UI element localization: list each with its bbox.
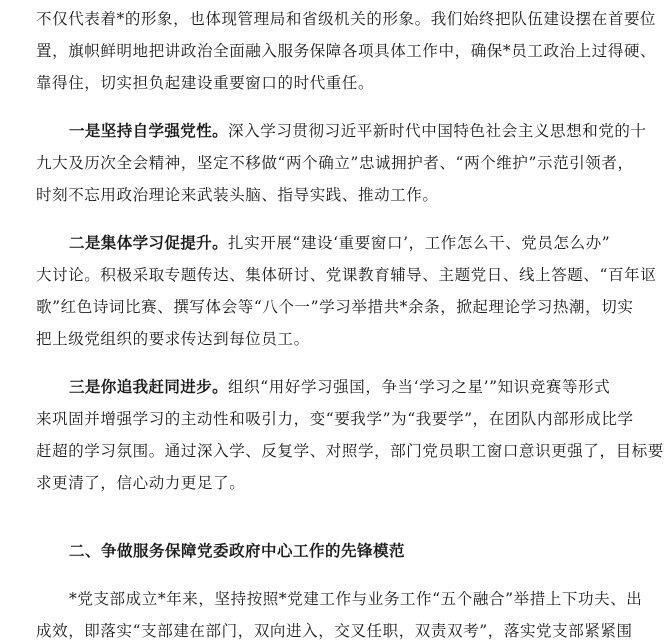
paragraph-line: 歌”红色诗词比赛、撰写体会等“八个一”学习举措共*余条，掀起理论学习热潮，切实 [36,298,634,316]
paragraph-line: 大讨论。积极采取专题传达、集体研讨、党课教育辅导、主题党日、线上答题、“百年讴 [36,266,657,284]
paragraph-lead: 三是你追我赶同进步。 [69,378,229,396]
paragraph-lead: 二是集体学习促提升。 [69,234,229,252]
paragraph-line: 时刻不忘用政治理论来武装头脑、指导实践、推动工作。 [36,186,439,204]
paragraph-line: 把上级党组织的要求传达到每位员工。 [36,330,310,348]
paragraph-line: 置，旗帜鲜明地把讲政治全面融入服务保障各项具体工作中，确保*员工政治上过得硬、 [36,42,657,60]
paragraph-first-line [69,233,611,255]
paragraph-line: 求更清了，信心动力更足了。 [36,474,246,492]
paragraph-first-line [69,121,647,143]
paragraph-line: 不仅代表着*的形象，也体现管理局和省级机关的形象。我们始终把队伍建设摆在首要位 [36,10,657,28]
section-heading: 二、争做服务保障党委政府中心工作的先锋模范 [69,542,406,560]
paragraph-lead: 一是坚持自学强党性。 [69,122,229,140]
paragraph-text: 组织“用好学习强国，争当‘学习之星’”知识竞赛等形式 [228,378,611,396]
paragraph-line: 九大及历次全会精神，坚定不移做“两个确立”忠诚拥护者、“两个维护”示范引领者， [36,154,634,172]
paragraph-text: 深入学习贯彻习近平新时代中国特色社会主义思想和党的十 [228,122,647,140]
paragraph-text: 扎实开展“建设‘重要窗口’，工作怎么干、党员怎么办” [228,234,611,252]
paragraph-line: 赶超的学习氛围。通过深入学、反复学、对照学，部门党员职工窗口意识更强了，目标要 [36,442,664,460]
paragraph-line: 成效，即落实“支部建在部门，双向进入，交叉任职，双责双考”，落实党支部紧紧围 [36,622,633,640]
paragraph-first-line [69,377,611,399]
paragraph-first-line: *党支部成立*年来，坚持按照*党建工作与业务工作“五个融合”举措上下功夫、出 [69,590,643,608]
paragraph-line: 靠得住，切实担负起建设重要窗口的时代重任。 [36,74,375,92]
paragraph-line: 来巩固并增强学习的主动性和吸引力，变“要我学”为“我要学”，在团队内部形成比学 [36,410,634,428]
